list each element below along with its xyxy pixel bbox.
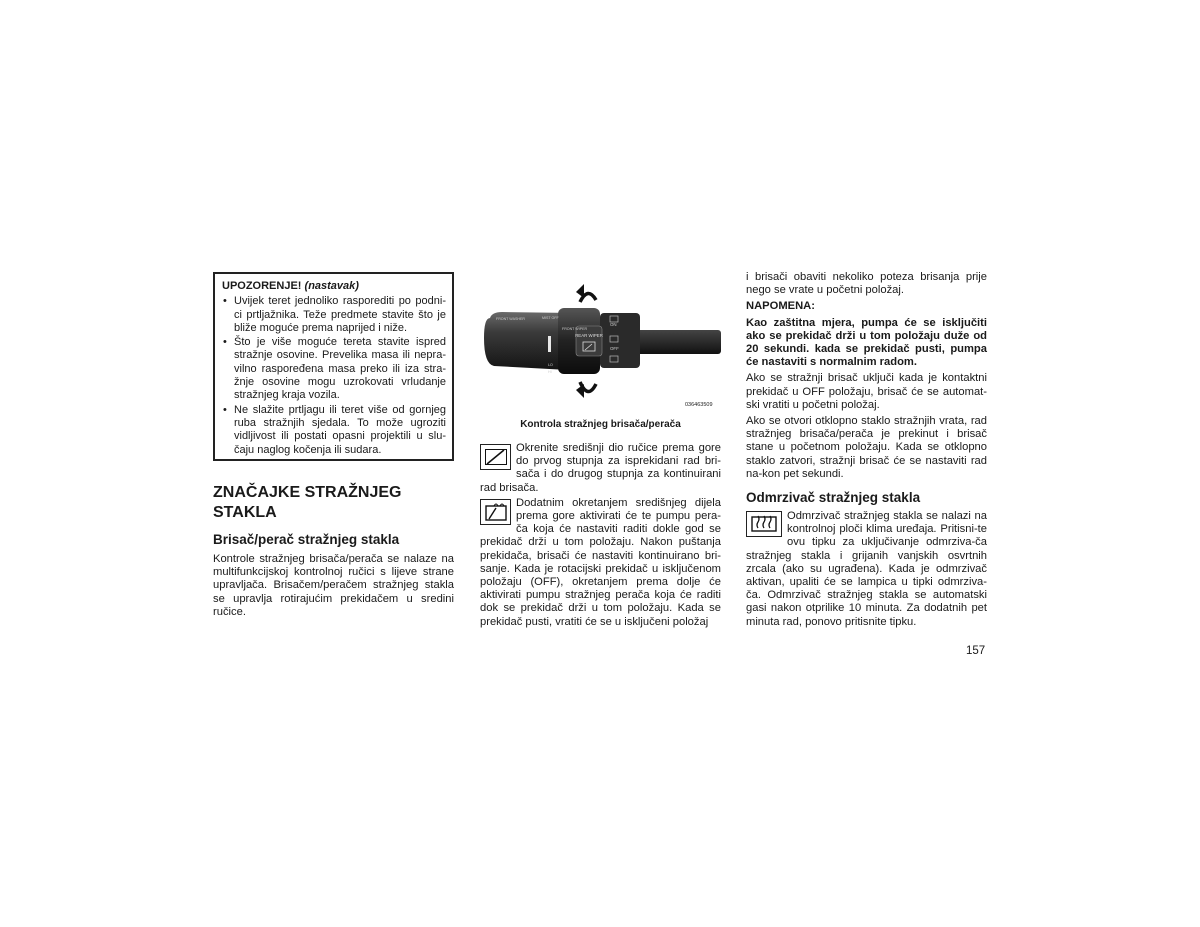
rear-washer-icon bbox=[480, 499, 511, 525]
section-subheading: Brisač/perač stražnjeg stakla bbox=[213, 532, 400, 547]
warning-title-suffix: (nastavak) bbox=[304, 280, 359, 292]
defrost-heading: Odmrzivač stražnjeg stakla bbox=[746, 490, 921, 506]
warning-item: • Ne slažite prtljagu ili teret više od gornjeg ruba stražnjih sjedala. To može ugroziti vidljivost ili postati opasni projektili u slu-čaju naglog kočenja ili sudara. bbox=[222, 404, 446, 457]
label-front-wiper: FRONT WIPER bbox=[562, 327, 588, 331]
right-column bbox=[746, 271, 987, 631]
figure-code: 036463509 bbox=[685, 402, 713, 408]
paragraph-2: Ako se otvori otklopno staklo stražnjih vrata, rad stražnjeg brisača/perača je prekinut i brisač stane u početnom položaju. Kada se otklopno staklo zatvori, stražnji brisač će se nastaviti rad na-kon pet sekundi. bbox=[746, 415, 987, 480]
label-off: OFF bbox=[610, 346, 619, 351]
wiper-stalk-figure bbox=[480, 278, 721, 413]
warning-list bbox=[222, 295, 446, 457]
label-on: ON bbox=[610, 322, 617, 327]
rear-defrost-icon bbox=[746, 511, 782, 537]
warning-item: • Uvijek teret jednoliko rasporediti po podni-ci prtljažnika. Teže predmete stavite što je bliže moguće prema naprijed i niže. bbox=[222, 295, 446, 335]
warning-item: • Što je više moguće tereta stavite ispred stražnje osovine. Prevelika masa ili nepra-vilno raspoređena masa preko ili iza stra-žnje osovine mogu uzrokovati vrludanje stražnjeg kraja vozila. bbox=[222, 336, 446, 402]
warning-box bbox=[213, 272, 454, 461]
paragraph-1: Ako se stražnji brisač uključi kada je kontaktni prekidač u OFF položaju, brisač će se automat-ski vratiti u početni položaj. bbox=[746, 372, 987, 411]
label-mist: MIST OFF bbox=[542, 316, 559, 320]
note-text: Kao zaštitna mjera, pumpa će se isključiti ako se prekidač drži u tom položaju duže od 20 sekundi. kada se prekidač pusti, pumpa će nastaviti s normalnim radom. bbox=[746, 316, 987, 369]
section-heading: ZNAČAJKE STRAŽNJEG STAKLA bbox=[213, 484, 402, 521]
label-hi: HI bbox=[548, 370, 552, 374]
section-body: Kontrole stražnjeg brisača/perača se nalaze na multifunkcijskoj kontrolnoj ručici s lijeve strane upravljača. Brisačem/peračem stražnjeg stakla se upravlja rotirajućim prekidačem u sredini ručice. bbox=[213, 553, 454, 618]
middle-text bbox=[480, 442, 721, 631]
rear-wiper-icon bbox=[480, 444, 511, 470]
wiper-paragraph: Okrenite središnji dio ručice prema gore do prvog stupnja za isprekidani rad bri-sača i do drugog stupnja za kontinuirani rad brisača. bbox=[480, 442, 721, 494]
left-section bbox=[213, 483, 454, 619]
washer-paragraph: Dodatnim okretanjem središnjeg dijela prema gore aktivirati će te pumpu pera-ča koja će nastaviti raditi dokle god se prekidač drži u tom položaju. Nakon puštanja prekidača, brisači će nastaviti kontinuirano bri-sanje. Kada je rotacijski prekidač u isključenom položaju (OFF), okretanjem prema dolje će aktivirati pumpu stražnjeg perača koja će raditi dok se prekidač drži u tom položaju. Kada se prekidač pusti, vratiti će se u isključeni položaj bbox=[480, 496, 721, 628]
label-lo: LO bbox=[548, 363, 553, 367]
label-rear: REAR WIPER bbox=[575, 333, 603, 338]
continuation-text: i brisači obaviti nekoliko poteza brisanja prije nego se vrate u početni položaj. bbox=[746, 271, 987, 297]
wiper-stalk-illustration bbox=[480, 278, 721, 413]
figure-caption: Kontrola stražnjeg brisača/perača bbox=[520, 419, 681, 430]
label-front-washer: FRONT WASHER bbox=[496, 317, 525, 321]
note-title: NAPOMENA: bbox=[746, 300, 815, 313]
defrost-paragraph: Odmrzivač stražnjeg stakla se nalazi na kontrolnoj ploči klima uređaja. Pritisni-te ovu tipku za uključivanje odmrziva-ča stražnjeg stakla i grijanih vanjskih osvrtnih zrcala (ako su ugrađena). Kada je odmrzivač aktivan, upaliti će se lampica u tipki odmrziva-ča. Odmrzivač stražnjeg stakla se automatski gasi nakon otprilike 10 minuta. Za dodatnih pet minuta rad, ponovo pritisnite tipku. bbox=[746, 510, 987, 628]
warning-title: UPOZORENJE! (nastavak) bbox=[222, 280, 359, 292]
page-number: 157 bbox=[966, 645, 986, 657]
